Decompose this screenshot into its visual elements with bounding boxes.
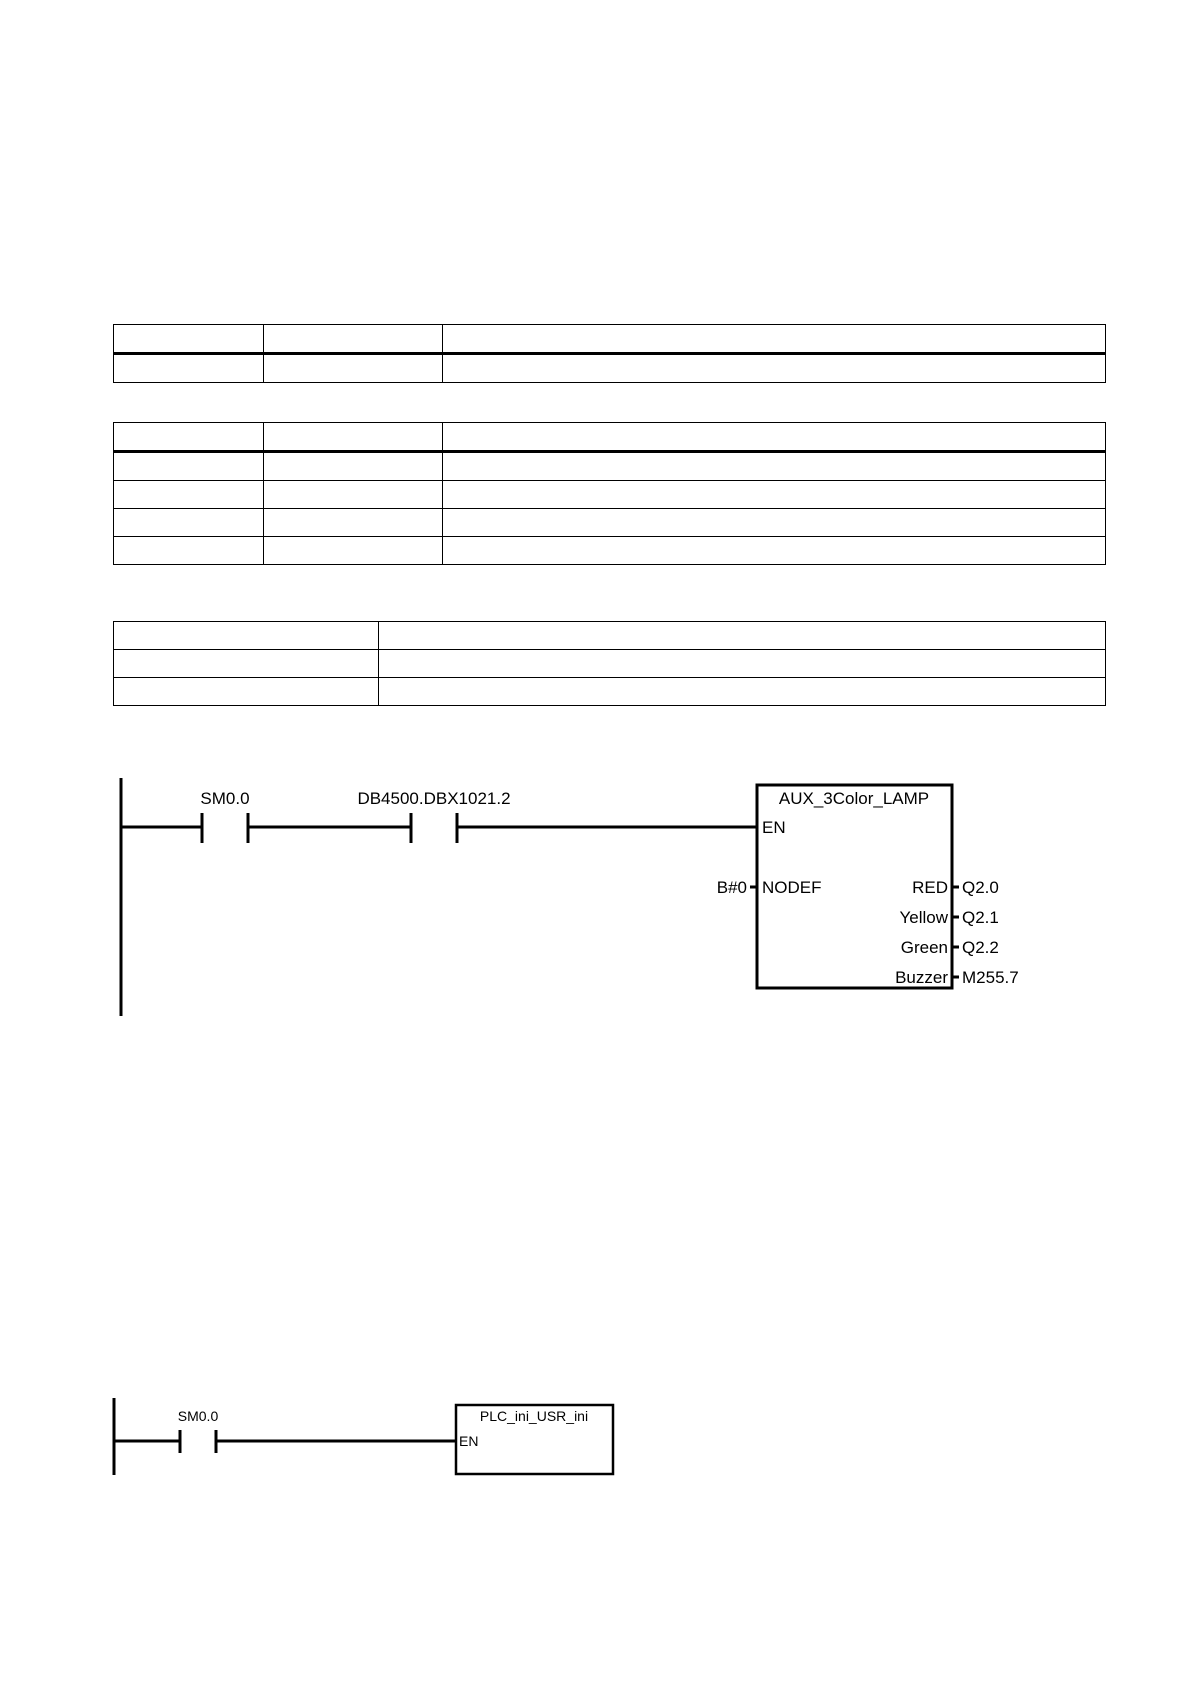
en-label: EN	[459, 1433, 479, 1449]
en-label: EN	[762, 818, 786, 837]
output-pin-value: M255.7	[962, 968, 1019, 987]
contact-2-label: DB4500.DBX1021.2	[357, 789, 511, 808]
output-pin-name: Buzzer	[895, 968, 948, 987]
input-pin-name: NODEF	[762, 878, 822, 897]
output-pin-value: Q2.1	[962, 908, 999, 927]
output-pin-name: Yellow	[899, 908, 948, 927]
output-pin-name: Green	[900, 938, 948, 957]
input-pin-value: B#0	[716, 878, 747, 897]
output-pin-name: RED	[912, 878, 948, 897]
contact-label: SM0.0	[177, 1408, 219, 1424]
block-name: PLC_ini_USR_ini	[479, 1408, 589, 1424]
contact-1-label: SM0.0	[200, 789, 250, 808]
output-pin-value: Q2.2	[962, 938, 999, 957]
block-name: AUX_3Color_LAMP	[778, 789, 930, 808]
output-pin-value: Q2.0	[962, 878, 999, 897]
